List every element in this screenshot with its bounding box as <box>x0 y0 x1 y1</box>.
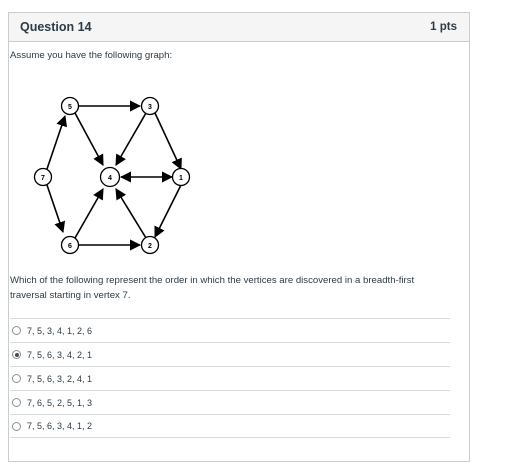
question-header <box>9 13 469 42</box>
node-5 <box>62 98 79 115</box>
node-label-1: 1 <box>179 175 183 182</box>
node-4 <box>101 168 120 187</box>
node-label-2: 2 <box>148 243 152 250</box>
edge-6-4 <box>75 189 103 238</box>
edge-2-4 <box>116 189 146 238</box>
answer-option[interactable] <box>10 414 450 438</box>
edge-7-5 <box>47 116 65 169</box>
edge-7-6 <box>47 185 63 232</box>
graph-diagram <box>18 82 208 262</box>
answer-option[interactable] <box>10 318 450 342</box>
answer-label: 7, 6, 5, 2, 5, 1, 3 <box>27 397 93 408</box>
node-6 <box>62 237 79 254</box>
question-title: Question 14 <box>20 20 92 34</box>
node-3 <box>142 98 159 115</box>
edge-1-2 <box>155 185 181 237</box>
node-label-3: 3 <box>148 104 152 111</box>
edge-3-1 <box>155 113 181 169</box>
node-label-7: 7 <box>41 175 45 182</box>
answer-option[interactable] <box>10 342 450 366</box>
edge-3-4 <box>116 113 146 165</box>
node-7 <box>35 169 52 186</box>
answer-label: 7, 5, 6, 3, 4, 1, 2 <box>27 421 93 431</box>
edge-5-4 <box>75 113 103 165</box>
question-points: 1 pts <box>430 21 457 33</box>
node-label-5: 5 <box>68 104 72 111</box>
radio-button[interactable] <box>12 326 21 335</box>
radio-button[interactable] <box>12 398 21 407</box>
radio-button[interactable] <box>12 374 21 383</box>
answer-option[interactable] <box>10 366 450 390</box>
question-prompt: Assume you have the following graph: <box>10 50 173 61</box>
question-text: Which of the following represent the order in which the vertices are discovered in a breadth-first traversal starting in vertex 7. <box>10 275 415 301</box>
radio-button-selected[interactable] <box>12 350 21 359</box>
node-label-6: 6 <box>68 243 72 250</box>
answer-label: 7, 5, 3, 4, 1, 2, 6 <box>27 325 93 336</box>
node-1 <box>173 169 190 186</box>
answer-option[interactable] <box>10 390 450 414</box>
node-2 <box>142 237 159 254</box>
answer-label: 7, 5, 6, 3, 4, 2, 1 <box>27 349 93 360</box>
answer-label: 7, 5, 6, 3, 2, 4, 1 <box>27 373 93 384</box>
node-label-4: 4 <box>108 175 112 182</box>
radio-button[interactable] <box>12 422 21 431</box>
answer-list <box>10 318 450 438</box>
